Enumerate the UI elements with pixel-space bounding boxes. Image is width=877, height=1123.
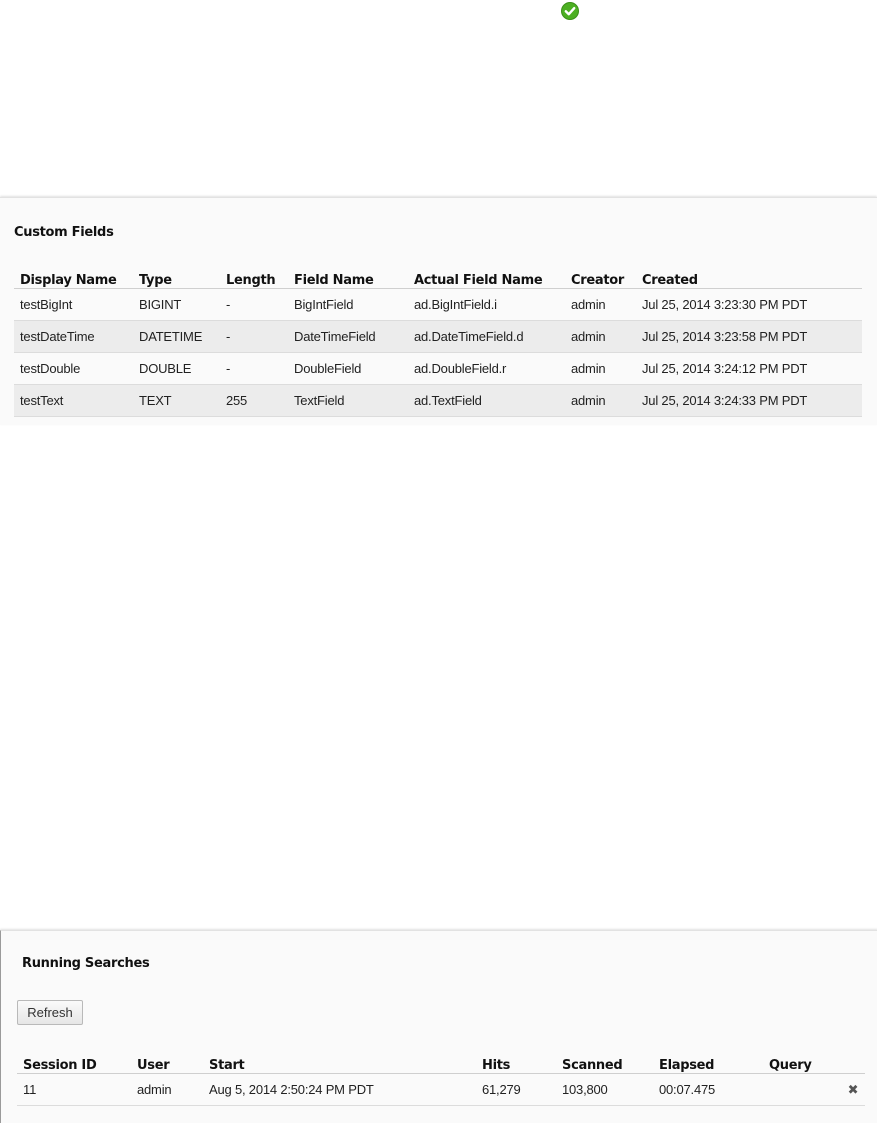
table-row[interactable] xyxy=(17,1074,865,1106)
display-name-cell: testDouble xyxy=(14,353,133,385)
creator-cell: admin xyxy=(565,289,636,321)
field-name-cell: DateTimeField xyxy=(288,321,408,353)
elapsed-cell: 00:07.475 xyxy=(653,1074,763,1106)
running-searches-panel xyxy=(0,930,877,1123)
length-cell: - xyxy=(220,353,288,385)
field-name-cell: DoubleField xyxy=(288,353,408,385)
column-header-actual-field-name[interactable]: Actual Field Name xyxy=(408,266,565,289)
created-cell: Jul 25, 2014 3:23:30 PM PDT xyxy=(636,289,862,321)
running-searches-title: Running Searches xyxy=(22,956,150,971)
hits-cell: 61,279 xyxy=(476,1074,556,1106)
field-name-cell: BigIntField xyxy=(288,289,408,321)
column-header-created[interactable]: Created xyxy=(636,266,862,289)
field-name-cell: TextField xyxy=(288,385,408,417)
actual-field-name-cell: ad.DateTimeField.d xyxy=(408,321,565,353)
custom-fields-panel xyxy=(0,197,877,425)
created-cell: Jul 25, 2014 3:23:58 PM PDT xyxy=(636,321,862,353)
start-cell: Aug 5, 2014 2:50:24 PM PDT xyxy=(203,1074,476,1106)
column-header-user[interactable]: User xyxy=(131,1051,203,1074)
creator-cell: admin xyxy=(565,321,636,353)
column-header-hits[interactable]: Hits xyxy=(476,1051,556,1074)
creator-cell: admin xyxy=(565,385,636,417)
table-row[interactable] xyxy=(14,353,862,385)
check-circle-icon xyxy=(561,2,579,20)
type-cell: TEXT xyxy=(133,385,220,417)
column-header-display-name[interactable]: Display Name xyxy=(14,266,133,289)
length-cell: - xyxy=(220,289,288,321)
table-header-row xyxy=(17,1051,865,1074)
running-searches-table xyxy=(17,1051,865,1106)
column-header-scanned[interactable]: Scanned xyxy=(556,1051,653,1074)
column-header-length[interactable]: Length xyxy=(220,266,288,289)
display-name-cell: testText xyxy=(14,385,133,417)
refresh-button[interactable]: Refresh xyxy=(17,1000,83,1025)
length-cell: - xyxy=(220,321,288,353)
type-cell: BIGINT xyxy=(133,289,220,321)
created-cell: Jul 25, 2014 3:24:33 PM PDT xyxy=(636,385,862,417)
scanned-cell: 103,800 xyxy=(556,1074,653,1106)
created-cell: Jul 25, 2014 3:24:12 PM PDT xyxy=(636,353,862,385)
table-row[interactable] xyxy=(14,385,862,417)
table-row[interactable] xyxy=(14,321,862,353)
column-header-start[interactable]: Start xyxy=(203,1051,476,1074)
custom-fields-title: Custom Fields xyxy=(14,225,114,240)
user-cell: admin xyxy=(131,1074,203,1106)
session-id-cell: 11 xyxy=(17,1074,131,1106)
actual-field-name-cell: ad.TextField xyxy=(408,385,565,417)
table-row[interactable] xyxy=(14,289,862,321)
query-cell xyxy=(763,1074,865,1106)
custom-fields-table xyxy=(14,266,862,417)
type-cell: DOUBLE xyxy=(133,353,220,385)
column-header-elapsed[interactable]: Elapsed xyxy=(653,1051,763,1074)
column-header-type[interactable]: Type xyxy=(133,266,220,289)
creator-cell: admin xyxy=(565,353,636,385)
column-header-query[interactable]: Query xyxy=(763,1051,865,1074)
column-header-field-name[interactable]: Field Name xyxy=(288,266,408,289)
display-name-cell: testBigInt xyxy=(14,289,133,321)
actual-field-name-cell: ad.DoubleField.r xyxy=(408,353,565,385)
table-header-row xyxy=(14,266,862,289)
type-cell: DATETIME xyxy=(133,321,220,353)
column-header-session-id[interactable]: Session ID xyxy=(17,1051,131,1074)
actual-field-name-cell: ad.BigIntField.i xyxy=(408,289,565,321)
display-name-cell: testDateTime xyxy=(14,321,133,353)
length-cell: 255 xyxy=(220,385,288,417)
column-header-creator[interactable]: Creator xyxy=(565,266,636,289)
close-icon[interactable]: ✖ xyxy=(847,1081,859,1097)
